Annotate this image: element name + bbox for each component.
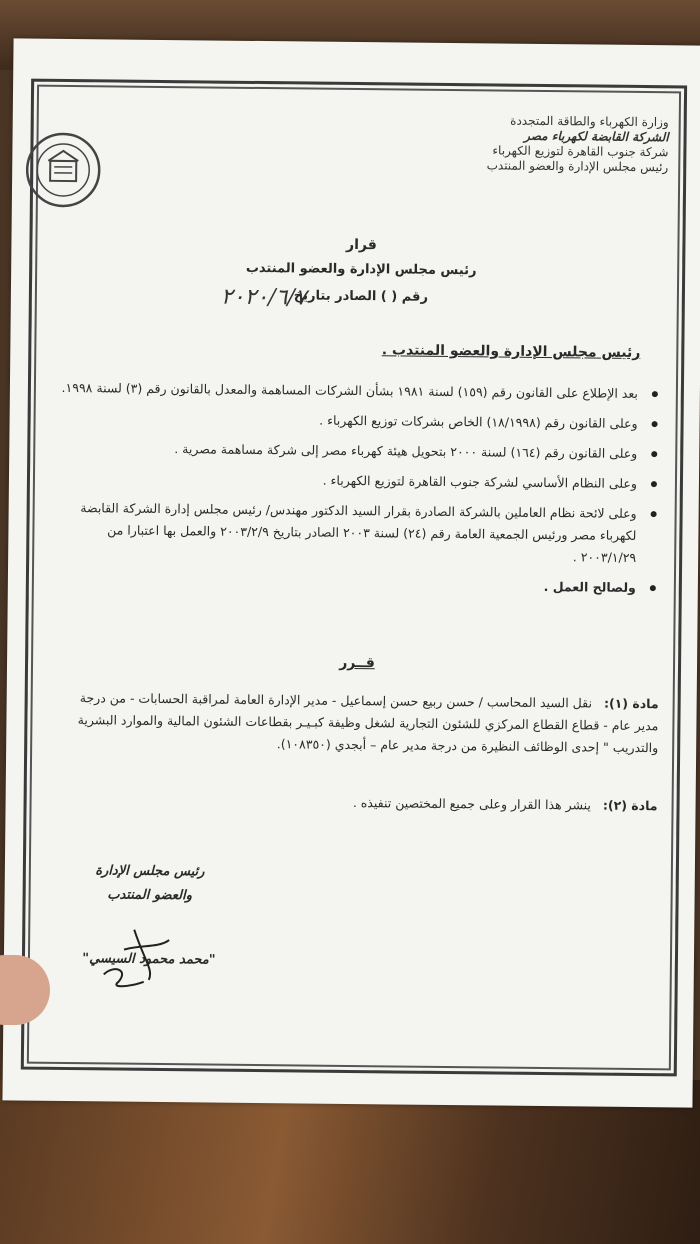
holding-company-name: الشركة القابضة لكهرباء مصر (524, 128, 669, 145)
article-label: مادة (٢): (602, 797, 658, 814)
company-name: شركة جنوب القاهرة لتوزيع الكهرباء (492, 143, 669, 160)
article-1 (58, 687, 659, 759)
preamble-list (58, 377, 660, 607)
preamble-item: ولصالح العمل . (58, 571, 658, 599)
article-text: ينشر هذا القرار وعلى جميع المختصين تنفيذه . (352, 795, 592, 813)
preamble-item: وعلى القانون رقم (١٦٤) لسنة ٢٠٠٠ بتحويل هيئة كهرباء مصر إلى شركة مساهمة مصرية . (59, 437, 659, 465)
article-label: مادة (١): (603, 695, 659, 712)
preamble-item: وعلى النظام الأساسي لشركة جنوب القاهرة لتوزيع الكهرباء . (59, 467, 659, 495)
handwritten-signature-icon (74, 919, 215, 990)
preamble-item: وعلى القانون رقم (١٨/١٩٩٨) الخاص بشركات توزيع الكهرباء . (59, 407, 659, 435)
decision-number-handwritten: ٢٠٢٠/٦/٧ (220, 284, 307, 311)
decision-number-line: رقم ( ) الصادر بتاريخ (293, 288, 429, 305)
article-text: نقل السيد المحاسب / حسن ربيع حسن إسماعيل - مدير الإدارة العامة لمراقبة الحسابات - من درجة مدير عام - قطاع القطاع المركزي للشئون التجارية لشغل وظيفة كبـيـر بقطاعات الشئون المالية والموارد البشرية والتدريب " إحدى الوظائف النظيرة من درجة مدير عام – أبجدي (١٠٨٣٥٠). (77, 690, 659, 756)
ministry-name: وزارة الكهرباء والطاقة المتجددة (510, 113, 669, 130)
decision-document (2, 38, 700, 1107)
signature-title-line1: رئيس مجلس الإدارة (95, 863, 205, 880)
signature-title-line2: والعضو المنتدب (107, 887, 193, 904)
office-name: رئيس مجلس الإدارة والعضو المنتدب (486, 158, 669, 175)
preamble-item: وعلى لائحة نظام العاملين بالشركة الصادرة بقرار السيد الدكتور مهندس/ رئيس مجلس إدارة الشركة القابضة لكهرباء مصر ورئيس الجمعية العامة رقم (٢٤) لسنة ٢٠٠٣ الصادر بتاريخ ٢٠٠٣/٢/٩ والعمل بها اعتبارا من ٢٠٠٣/١/٢٩ . (58, 497, 659, 569)
signatory-name: "محمد محمود السيسي" (82, 951, 216, 968)
letterhead (368, 112, 669, 175)
company-seal-icon (24, 131, 103, 210)
decides-heading: قــرر (339, 654, 375, 672)
preamble-heading: رئيس مجلس الإدارة والعضو المنتدب . (381, 342, 641, 361)
decision-word: قرار (345, 236, 377, 254)
decision-issuer: رئيس مجلس الإدارة والعضو المنتدب (245, 260, 477, 279)
preamble-item: بعد الإطلاع على القانون رقم (١٥٩) لسنة ١٩٨١ بشأن الشركات المساهمة والمعدل بالقانون رقم (٣) لسنة ١٩٩٨. (60, 377, 660, 405)
